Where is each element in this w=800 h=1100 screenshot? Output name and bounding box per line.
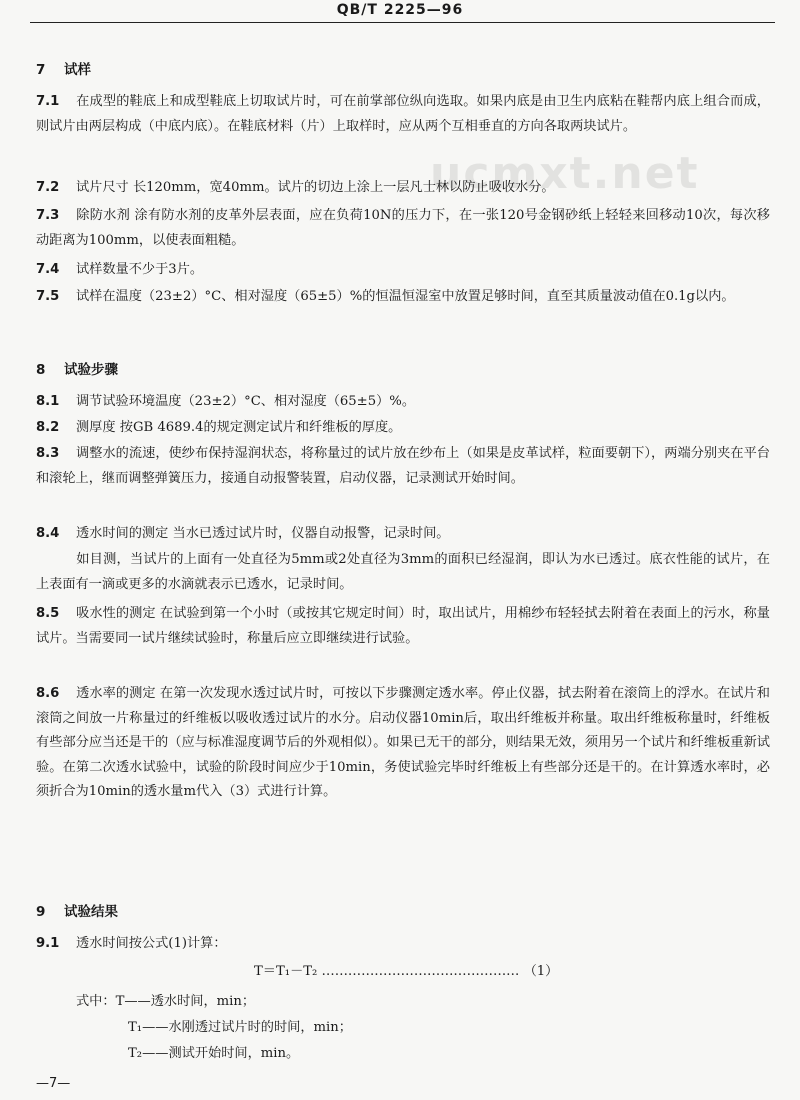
legend-line-2 bbox=[128, 1016, 352, 1035]
clause-number: 7.5 bbox=[36, 289, 60, 304]
legend-item: T——透水时间，min； bbox=[115, 994, 256, 1009]
section-title: 试验结果 bbox=[64, 904, 118, 920]
standard-code-header: QB/T 2225—96 bbox=[336, 2, 464, 18]
formula-leader-dots: ……………………………………… bbox=[321, 964, 520, 979]
clause-number: 8.5 bbox=[36, 606, 60, 621]
clause-text: 调节试验环境温度（23±2）°C、相对湿度（65±5）%。 bbox=[76, 394, 416, 409]
section-title: 试验步骤 bbox=[64, 362, 118, 378]
clause-8-6 bbox=[36, 682, 770, 805]
clause-8-4 bbox=[36, 522, 770, 547]
clause-number: 8.2 bbox=[36, 420, 60, 435]
clause-text: 除防水剂 涂有防水剂的皮革外层表面，应在负荷10N的压力下，在一张120号金钢砂纸上轻轻来回移动10次，每次移动距离为100mm，以使表面粗糙。 bbox=[36, 208, 770, 248]
section-title: 试样 bbox=[64, 62, 91, 78]
clause-text: 试样在温度（23±2）°C、相对湿度（65±5）%的恒温恒湿室中放置足够时间，直至其质量波动值在0.1g以内。 bbox=[76, 289, 735, 304]
clause-number: 7.3 bbox=[36, 208, 60, 223]
clause-8-1 bbox=[36, 390, 770, 415]
clause-number: 8.6 bbox=[36, 686, 60, 701]
clause-number: 8.3 bbox=[36, 446, 60, 461]
clause-text: 透水率的测定 在第一次发现水透过试片时，可按以下步骤测定透水率。停止仪器，拭去附着在滚筒上的浮水。在试片和滚筒之间放一片称量过的纤维板以吸收透过试片的水分。启动仪器10min后，取出纤维板并称量。取出纤维板称量时，纤维板有些部分应当还是干的（应与标准湿度调节后的外观相似）。如果已无干的部分，则结果无效，须用另一个试片和纤维板重新试验。在第二次透水试验中，试验的阶段时间应少于10min，务使试验完毕时纤维板上有些部分还是干的。在计算透水率时，必须折合为10min的透水量m代入（3）式进行计算。 bbox=[36, 686, 770, 800]
clause-9-1 bbox=[36, 932, 770, 957]
formula-1 bbox=[254, 960, 558, 979]
clause-7-3 bbox=[36, 204, 770, 253]
section-heading-9 bbox=[36, 900, 118, 920]
legend-item: T₂——测试开始时间，min。 bbox=[128, 1046, 300, 1061]
clause-text: 测厚度 按GB 4689.4的规定测定试片和纤维板的厚度。 bbox=[76, 420, 402, 435]
section-number: 7 bbox=[36, 62, 46, 78]
watermark: ucmxt.net bbox=[430, 148, 700, 199]
legend-intro: 式中： bbox=[76, 994, 116, 1009]
clause-7-1 bbox=[36, 90, 770, 139]
clause-8-4-note bbox=[36, 548, 770, 597]
clause-8-2 bbox=[36, 416, 770, 441]
clause-number: 7.4 bbox=[36, 262, 60, 277]
legend-item: T₁——水刚透过试片时的时间，min； bbox=[128, 1020, 352, 1035]
legend-line-1 bbox=[76, 990, 255, 1009]
clause-number: 9.1 bbox=[36, 936, 60, 951]
clause-7-2 bbox=[36, 176, 770, 201]
clause-7-4 bbox=[36, 258, 770, 283]
section-heading-8 bbox=[36, 358, 118, 378]
section-heading-7 bbox=[36, 58, 91, 78]
header-rule bbox=[30, 22, 775, 23]
formula-number: （1） bbox=[523, 964, 559, 979]
clause-text: 透水时间按公式(1)计算： bbox=[76, 936, 227, 951]
page-number: —7— bbox=[36, 1076, 71, 1091]
clause-number: 7.2 bbox=[36, 180, 60, 195]
section-number: 9 bbox=[36, 904, 46, 920]
clause-text: 吸水性的测定 在试验到第一个小时（或按其它规定时间）时，取出试片，用棉纱布轻轻拭去附着在表面上的污水，称量试片。当需要同一试片继续试验时，称量后应立即继续进行试验。 bbox=[36, 606, 770, 646]
clause-8-5 bbox=[36, 602, 770, 651]
clause-text: 透水时间的测定 当水已透过试片时，仪器自动报警，记录时间。 bbox=[76, 526, 450, 541]
clause-7-5 bbox=[36, 285, 770, 310]
section-number: 8 bbox=[36, 362, 46, 378]
clause-number: 8.1 bbox=[36, 394, 60, 409]
clause-text: 试样数量不少于3片。 bbox=[76, 262, 204, 277]
clause-number: 7.1 bbox=[36, 94, 60, 109]
clause-text: 如目测，当试片的上面有一处直径为5mm或2处直径为3mm的面积已经湿润，即认为水已透过。底衣性能的试片，在上表面有一滴或更多的水滴就表示已透水，记录时间。 bbox=[36, 552, 770, 592]
clause-text: 试片尺寸 长120mm，宽40mm。试片的切边上涂上一层凡士林以防止吸收水分。 bbox=[76, 180, 555, 195]
legend-line-3 bbox=[128, 1042, 299, 1061]
clause-8-3 bbox=[36, 442, 770, 491]
clause-number: 8.4 bbox=[36, 526, 60, 541]
formula-expression: T＝T₁－T₂ bbox=[254, 964, 318, 979]
clause-text: 在成型的鞋底上和成型鞋底上切取试片时，可在前掌部位纵向选取。如果内底是由卫生内底粘在鞋帮内底上组合而成，则试片由两层构成（中底内底）。在鞋底材料（片）上取样时，应从两个互相垂直的方向各取两块试片。 bbox=[36, 94, 770, 134]
clause-text: 调整水的流速，使纱布保持湿润状态，将称量过的试片放在纱布上（如果是皮革试样，粒面要朝下），两端分别夹在平台和滚轮上，继而调整弹簧压力，接通自动报警装置，启动仪器，记录测试开始时间。 bbox=[36, 446, 770, 486]
